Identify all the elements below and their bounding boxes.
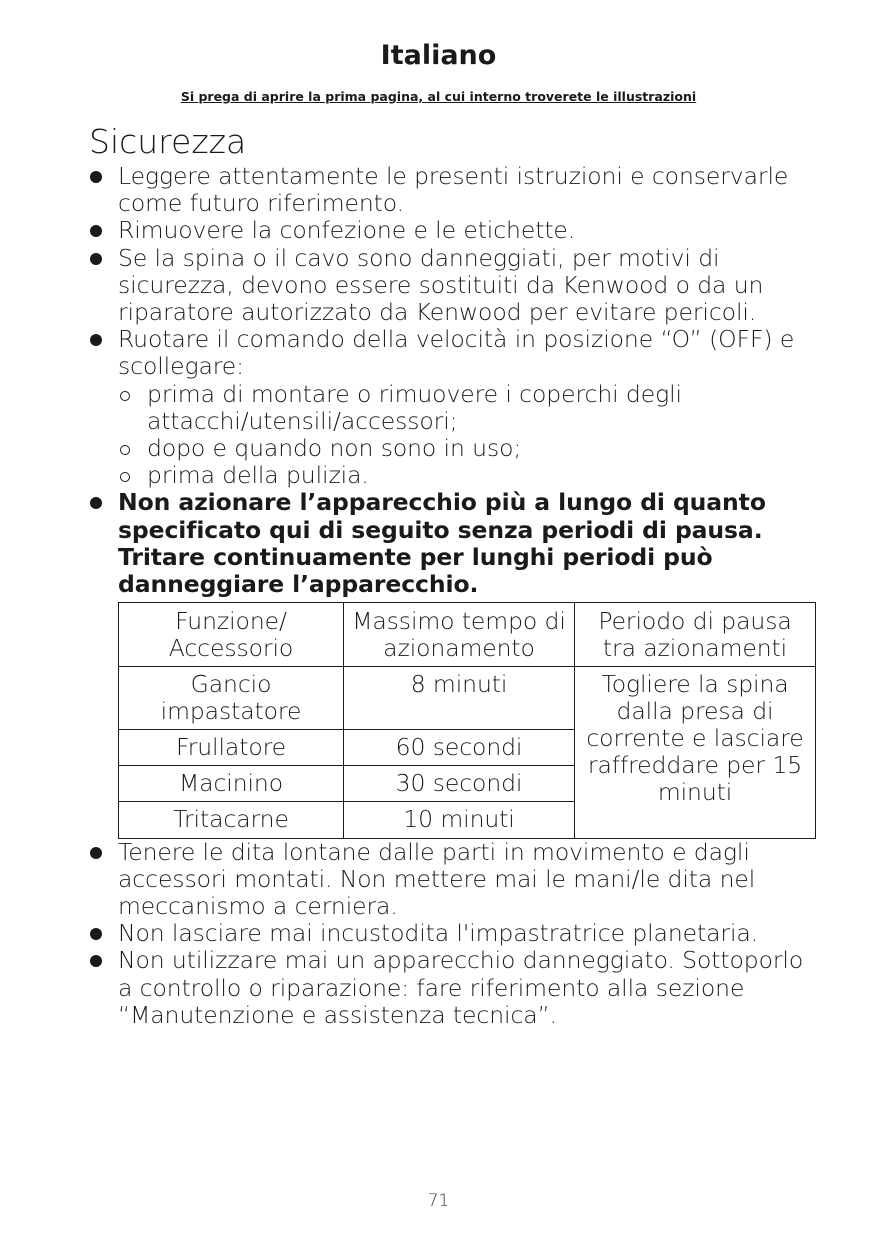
list-item: Non lasciare mai incustodita l'impastratrice planetaria. xyxy=(89,920,824,947)
list-item: Rimuovere la confezione e le etichette. xyxy=(89,217,824,244)
list-item: Se la spina o il cavo sono danneggiati, per motivi di sicurezza, devono essere sostituiti da Kenwood o da un riparatore autorizzato da Kenwood per evitare pericoli. xyxy=(89,245,824,327)
list-item: Tenere le dita lontane dalle parti in movimento e dagli accessori montati. Non mettere mai le mani/le dita nel meccanismo a cerniera. xyxy=(89,839,824,921)
page-number: 71 xyxy=(427,1191,450,1211)
safety-content xyxy=(89,163,824,1029)
sub-list-item: prima di montare o rimuovere i coperchi degli attacchi/utensili/accessori; xyxy=(118,381,824,435)
sub-list-item: dopo e quando non sono in uso; xyxy=(118,435,824,462)
section-heading: Sicurezza xyxy=(89,122,247,161)
speed-instruction: Ruotare il comando della velocità in posizione “O” (OFF) e scollegare: xyxy=(118,325,795,381)
list-item: Non utilizzare mai un apparecchio danneggiato. Sottoporlo a controllo o riparazione: fare riferimento alla sezione “Manutenzione e assistenza tecnica”. xyxy=(89,947,824,1029)
sub-list-item: prima della pulizia. xyxy=(118,462,824,489)
header-max-time: Massimo tempo di azionamento xyxy=(344,603,575,666)
list-item-speed xyxy=(89,326,824,489)
cell-max-time: 30 secondi xyxy=(344,766,575,802)
cell-function: Gancio impastatore xyxy=(119,666,344,729)
table-row xyxy=(119,666,816,729)
header-function: Funzione/ Accessorio xyxy=(119,603,344,666)
cell-max-time: 60 secondi xyxy=(344,730,575,766)
cell-max-time: 10 minuti xyxy=(344,802,575,838)
cell-function: Macinino xyxy=(119,766,344,802)
safety-list xyxy=(89,163,824,598)
cell-pause: Togliere la spina dalla presa di corrente e lasciare raffreddare per 15 minuti xyxy=(575,666,816,838)
illustrations-note: Si prega di aprire la prima pagina, al cui interno troverete le illustrazioni xyxy=(180,89,697,104)
cell-function: Frullatore xyxy=(119,730,344,766)
header-pause: Periodo di pausa tra azionamenti xyxy=(575,603,816,666)
cell-max-time: 8 minuti xyxy=(344,666,575,729)
safety-list-continued xyxy=(89,839,824,1029)
list-item: Leggere attentamente le presenti istruzioni e conservarle come futuro riferimento. xyxy=(89,163,824,217)
warning-text: Non azionare l’apparecchio più a lungo di quanto specificato qui di seguito senza periodi di pausa. Tritare continuamente per lunghi periodi può danneggiare l’apparecchio. xyxy=(118,488,766,599)
table-header-row xyxy=(119,603,816,666)
operating-times-table xyxy=(118,602,816,838)
cell-function: Tritacarne xyxy=(119,802,344,838)
sub-list xyxy=(118,381,824,490)
page-title: Italiano xyxy=(380,40,497,71)
list-item-warning xyxy=(89,489,824,598)
